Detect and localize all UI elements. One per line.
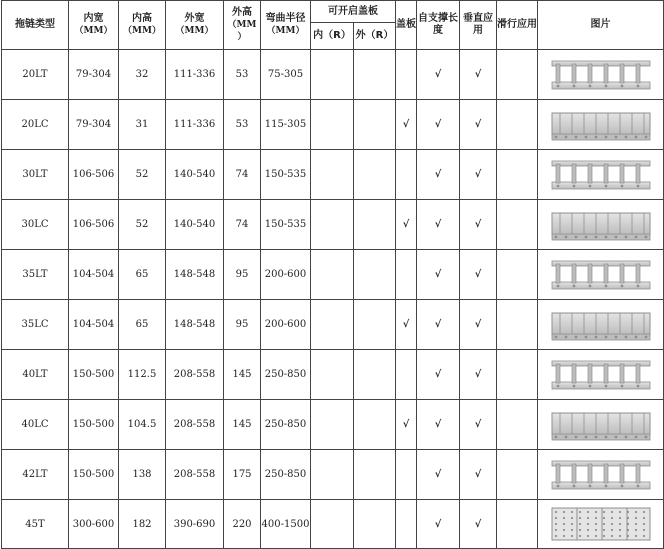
chain-open-frame-icon [550,55,652,95]
header-type: 拖链类型 [2,1,69,50]
cell-type: 30LC [2,200,69,250]
cell-outer-height: 95 [224,250,261,300]
cell-bend-radius: 150-535 [261,150,311,200]
chain-open-frame-icon [550,155,652,195]
cell-vertical: √ [460,150,497,200]
cell-inner-width: 150-500 [69,350,119,400]
cell-vertical: √ [460,450,497,500]
header-row [2,1,664,23]
table-row [2,350,664,400]
cell-inner-width: 106-506 [69,150,119,200]
cell-bend-radius: 150-535 [261,200,311,250]
chain-covered-icon [550,305,652,345]
cell-outer-width: 140-540 [166,150,224,200]
cell-outer-r [354,200,396,250]
cell-inner-width: 79-304 [69,50,119,100]
header-vertical: 垂直应用 [460,1,497,50]
cell-outer-height: 53 [224,50,261,100]
cell-inner-width: 106-506 [69,200,119,250]
cell-inner-height: 52 [119,200,166,250]
cell-inner-height: 182 [119,500,166,549]
header-inner-width: 内宽 （MM） [69,1,119,50]
cell-cover: √ [396,100,417,150]
cell-outer-r [354,400,396,450]
cell-self-support: √ [417,450,460,500]
cell-cover [396,50,417,100]
cell-image [538,200,664,250]
table-body [2,50,664,549]
cell-image [538,50,664,100]
cell-outer-width: 208-558 [166,450,224,500]
cell-vertical: √ [460,100,497,150]
cell-bend-radius: 115-305 [261,100,311,150]
cell-inner-r [311,450,354,500]
cell-sliding [497,250,538,300]
cell-self-support: √ [417,150,460,200]
cell-sliding [497,500,538,549]
cell-vertical: √ [460,500,497,549]
cell-outer-height: 74 [224,150,261,200]
cell-bend-radius: 200-600 [261,300,311,350]
table-row [2,100,664,150]
cell-vertical: √ [460,300,497,350]
table-row [2,150,664,200]
cell-inner-height: 52 [119,150,166,200]
table-row [2,400,664,450]
chain-open-frame-icon [550,455,652,495]
cell-image [538,100,664,150]
cell-vertical: √ [460,350,497,400]
cell-self-support: √ [417,250,460,300]
table-row [2,300,664,350]
cell-self-support: √ [417,300,460,350]
header-inner-r: 内（R） [311,23,354,50]
cell-sliding [497,400,538,450]
cell-inner-width: 150-500 [69,450,119,500]
cell-image [538,150,664,200]
cell-outer-height: 74 [224,200,261,250]
chain-covered-icon [550,405,652,445]
cell-inner-width: 104-504 [69,300,119,350]
cell-vertical: √ [460,200,497,250]
cell-inner-height: 112.5 [119,350,166,400]
cell-image [538,400,664,450]
cell-bend-radius: 400-1500 [261,500,311,549]
cell-outer-r [354,250,396,300]
cell-sliding [497,50,538,100]
cell-outer-r [354,450,396,500]
cell-self-support: √ [417,500,460,549]
cell-inner-width: 150-500 [69,400,119,450]
table-row [2,500,664,549]
cell-type: 20LT [2,50,69,100]
cell-outer-width: 390-690 [166,500,224,549]
spec-table [1,0,664,549]
cell-vertical: √ [460,250,497,300]
cell-cover [396,150,417,200]
cell-outer-r [354,100,396,150]
cell-self-support: √ [417,350,460,400]
header-outer-height: 外高 （MM ） [224,1,261,50]
cell-vertical: √ [460,400,497,450]
cell-inner-width: 300-600 [69,500,119,549]
cell-inner-r [311,150,354,200]
cell-outer-width: 208-558 [166,350,224,400]
cell-inner-r [311,300,354,350]
cell-outer-height: 145 [224,400,261,450]
cell-cover: √ [396,200,417,250]
cell-cover [396,450,417,500]
cell-image [538,500,664,549]
table-row [2,250,664,300]
cell-outer-width: 111-336 [166,50,224,100]
header-openable-cover: 可开启盖板 [311,1,396,23]
cell-outer-r [354,150,396,200]
table-row [2,200,664,250]
cell-inner-r [311,200,354,250]
cell-self-support: √ [417,50,460,100]
cell-inner-height: 138 [119,450,166,500]
cell-inner-r [311,350,354,400]
cell-type: 45T [2,500,69,549]
cell-inner-height: 65 [119,250,166,300]
cell-inner-width: 104-504 [69,250,119,300]
cell-type: 30LT [2,150,69,200]
cell-inner-r [311,500,354,549]
cell-type: 35LT [2,250,69,300]
header-outer-width: 外宽 （MM） [166,1,224,50]
cell-outer-height: 53 [224,100,261,150]
cell-self-support: √ [417,100,460,150]
cell-cover [396,500,417,549]
cell-bend-radius: 75-305 [261,50,311,100]
table-row [2,50,664,100]
cell-cover [396,250,417,300]
cell-outer-width: 111-336 [166,100,224,150]
chain-open-frame-icon [550,355,652,395]
cell-sliding [497,100,538,150]
cell-inner-r [311,250,354,300]
header-cover: 盖板 [396,1,417,50]
cell-image [538,350,664,400]
cell-outer-r [354,350,396,400]
cell-inner-r [311,50,354,100]
cell-inner-height: 31 [119,100,166,150]
cell-outer-height: 175 [224,450,261,500]
cell-outer-height: 220 [224,500,261,549]
cell-outer-width: 140-540 [166,200,224,250]
cell-image [538,250,664,300]
cell-self-support: √ [417,200,460,250]
cell-type: 35LC [2,300,69,350]
cell-outer-width: 208-558 [166,400,224,450]
cell-outer-r [354,300,396,350]
chain-covered-icon [550,105,652,145]
cell-sliding [497,200,538,250]
cell-outer-width: 148-548 [166,250,224,300]
cell-bend-radius: 200-600 [261,250,311,300]
header-self-support: 自支撑长度 [417,1,460,50]
chain-covered-icon [550,205,652,245]
cell-inner-r [311,100,354,150]
cell-self-support: √ [417,400,460,450]
header-bend-radius: 弯曲半径 （MM） [261,1,311,50]
header-sliding: 滑行应用 [497,1,538,50]
cell-cover: √ [396,300,417,350]
cell-outer-height: 145 [224,350,261,400]
cell-sliding [497,300,538,350]
header-image: 图片 [538,1,664,50]
cell-inner-height: 104.5 [119,400,166,450]
cell-sliding [497,150,538,200]
cell-outer-width: 148-548 [166,300,224,350]
cell-cover: √ [396,400,417,450]
cell-sliding [497,450,538,500]
cell-type: 40LT [2,350,69,400]
cell-outer-r [354,500,396,549]
cell-inner-height: 32 [119,50,166,100]
cell-sliding [497,350,538,400]
cell-bend-radius: 250-850 [261,400,311,450]
cell-cover [396,350,417,400]
cell-inner-width: 79-304 [69,100,119,150]
cell-image [538,300,664,350]
cell-type: 42LT [2,450,69,500]
cell-type: 20LC [2,100,69,150]
cell-outer-height: 95 [224,300,261,350]
cell-bend-radius: 250-850 [261,450,311,500]
cell-inner-r [311,400,354,450]
cell-bend-radius: 250-850 [261,350,311,400]
cell-image [538,450,664,500]
cell-outer-r [354,50,396,100]
table-row [2,450,664,500]
chain-perforated-icon [550,504,652,544]
cell-type: 40LC [2,400,69,450]
chain-open-frame-icon [550,255,652,295]
cell-vertical: √ [460,50,497,100]
cell-inner-height: 65 [119,300,166,350]
header-outer-r: 外（R） [354,23,396,50]
header-inner-height: 内高 （MM） [119,1,166,50]
